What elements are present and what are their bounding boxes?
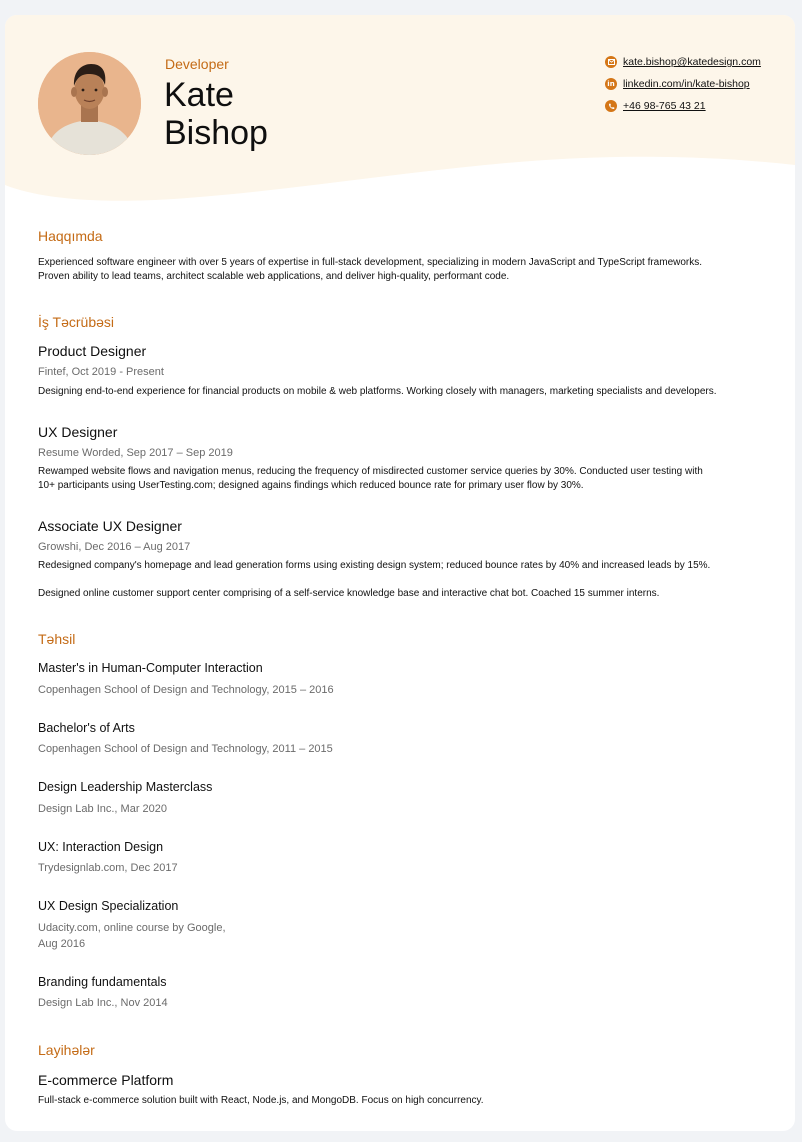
experience-section-title: İş Təcrübəsi	[38, 314, 114, 330]
about-text-line-2: Proven ability to lead teams, architect scalable web applications, and deliver high-quality, performant code.	[38, 271, 510, 282]
contact-linkedin	[605, 73, 761, 95]
education-section-title: Təhsil	[38, 631, 76, 647]
email-icon	[605, 56, 617, 68]
linkedin-link[interactable]: linkedin.com/in/kate-bishop	[623, 78, 750, 90]
job-role: Developer	[165, 56, 229, 72]
first-name: Kate	[164, 76, 234, 114]
job-description: Designed online customer support center comprising of a self-service knowledge base and interactive chat bot. Coached 15 summer interns.	[38, 588, 660, 599]
education-item-meta: Copenhagen School of Design and Technology, 2011 – 2015	[38, 743, 333, 755]
education-item-title: Branding fundamentals	[38, 975, 167, 989]
email-link[interactable]: kate.bishop@katedesign.com	[623, 56, 761, 68]
education-item-meta: Design Lab Inc., Nov 2014	[38, 997, 168, 1009]
education-item-title: Bachelor's of Arts	[38, 721, 135, 735]
job-description: Redesigned company's homepage and lead generation forms using existing design system; reduced bounce rates by 40% and increased leads by 15%.	[38, 560, 711, 571]
job-title: UX Designer	[38, 424, 118, 440]
contact-list	[605, 51, 761, 117]
project-description: Full-stack e-commerce solution built with React, Node.js, and MongoDB. Focus on high concurrency.	[38, 1095, 484, 1106]
education-item-meta: Aug 2016	[38, 938, 86, 950]
contact-phone	[605, 95, 761, 117]
project-title: E-commerce Platform	[38, 1072, 174, 1088]
education-item-meta: Udacity.com, online course by Google,	[38, 922, 226, 934]
phone-link[interactable]: +46 98-765 43 21	[623, 100, 706, 112]
education-item-title: Master's in Human-Computer Interaction	[38, 661, 263, 675]
resume-sheet	[5, 15, 795, 1131]
job-description: 10+ participants using UserTesting.com; designed agains findings which reduced bounce rate for primary user flow by 30%.	[38, 480, 584, 491]
job-meta: Growshi, Dec 2016 – Aug 2017	[38, 541, 191, 553]
full-name	[164, 76, 364, 152]
job-meta: Fintef, Oct 2019 - Present	[38, 366, 164, 378]
projects-section-title: Layihələr	[38, 1042, 95, 1058]
education-item-title: UX: Interaction Design	[38, 840, 164, 854]
education-item-title: Design Leadership Masterclass	[38, 780, 213, 794]
job-title: Product Designer	[38, 343, 147, 359]
education-item-meta: Trydesignlab.com, Dec 2017	[38, 862, 178, 874]
avatar	[38, 52, 141, 155]
education-item-meta: Copenhagen School of Design and Technology, 2015 – 2016	[38, 684, 334, 696]
about-text-line-1: Experienced software engineer with over 5 years of expertise in full-stack development, specializing in modern JavaScript and TypeScript frameworks.	[38, 257, 703, 268]
education-item-title: UX Design Specialization	[38, 899, 179, 913]
job-meta: Resume Worded, Sep 2017 – Sep 2019	[38, 447, 233, 459]
phone-icon	[605, 100, 617, 112]
about-section-title: Haqqımda	[38, 228, 103, 244]
last-name: Bishop	[164, 114, 268, 152]
contact-email	[605, 51, 761, 73]
education-item-meta: Design Lab Inc., Mar 2020	[38, 803, 168, 815]
linkedin-icon: in	[605, 78, 617, 90]
job-title: Associate UX Designer	[38, 518, 182, 534]
job-description: Designing end-to-end experience for financial products on mobile & web platforms. Working closely with managers, marketing specialists and developers.	[38, 386, 717, 397]
job-description: Rewamped website flows and navigation menus, reducing the frequency of misdirected customer service queries by 30%. Conducted user testing with	[38, 466, 703, 477]
